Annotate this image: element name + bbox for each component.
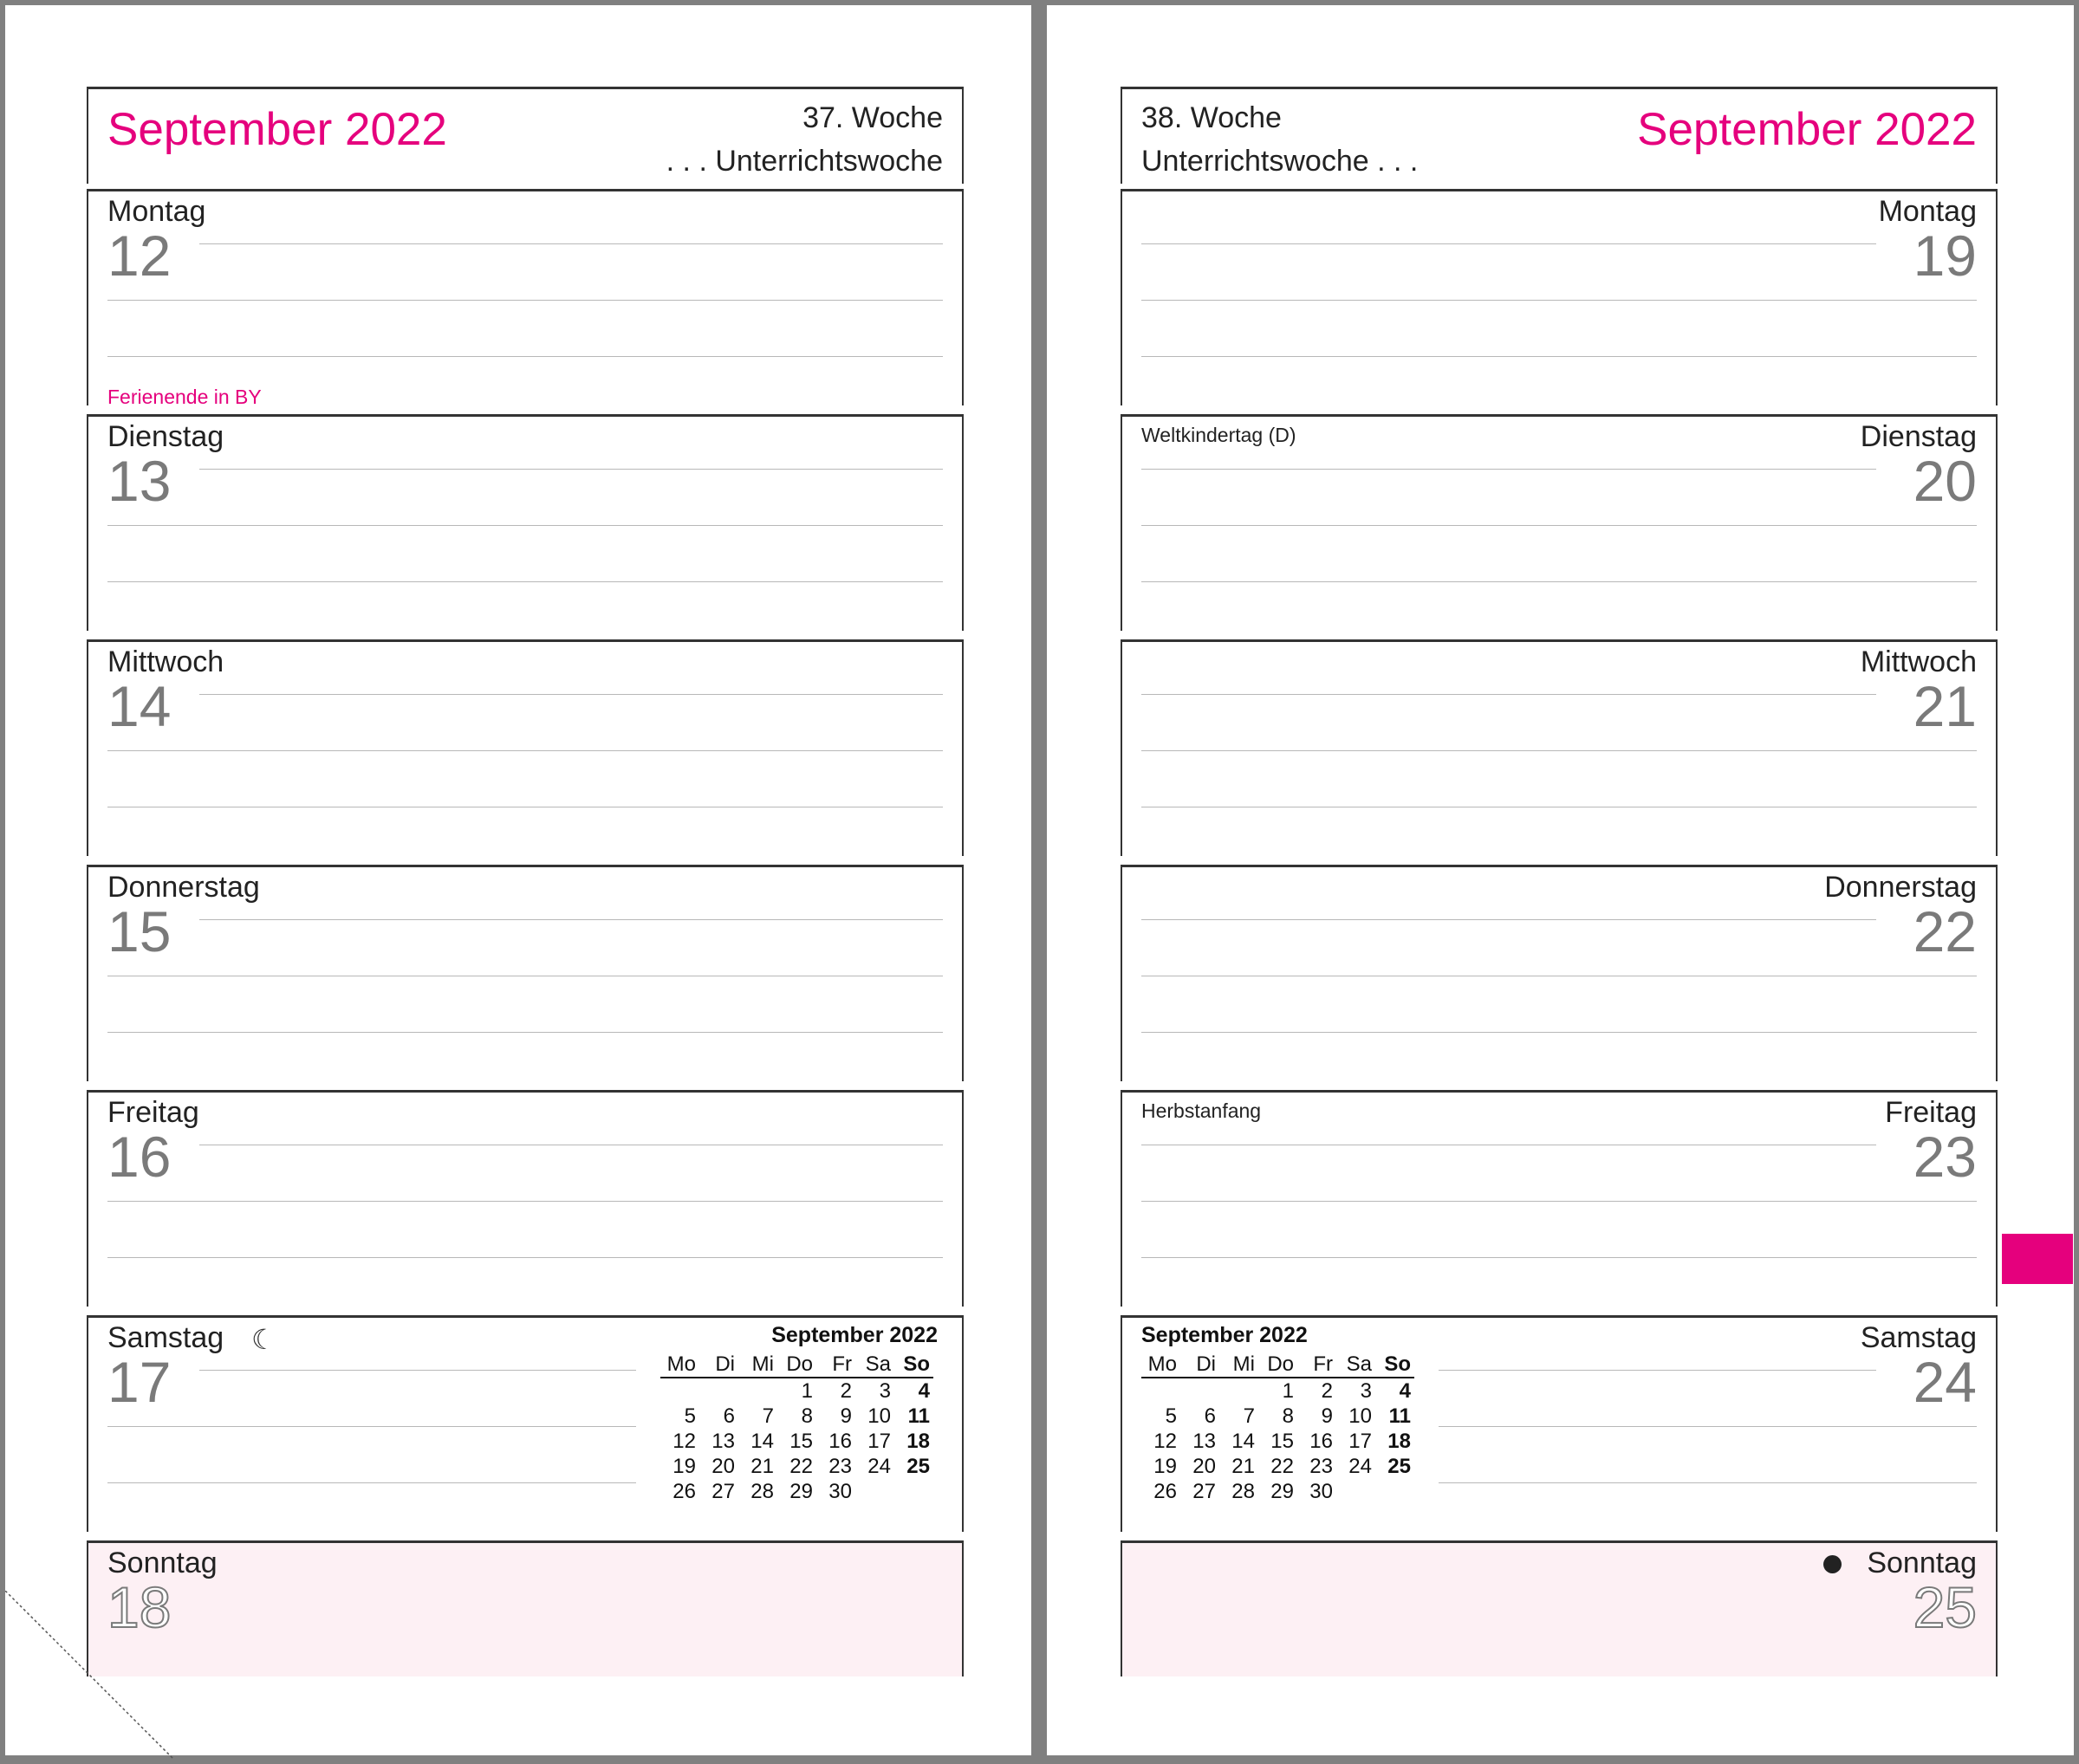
- mini-calendar-day: 27: [711, 1480, 735, 1503]
- mini-calendar-weekday: Sa: [855, 1352, 894, 1378]
- mini-calendar-day: 26: [672, 1480, 696, 1503]
- mini-calendar-day: 28: [1231, 1480, 1255, 1503]
- writing-line: [1141, 1201, 1977, 1202]
- mini-calendar-weekday: Mi: [738, 1352, 777, 1378]
- mini-calendar-day: 10: [867, 1404, 891, 1428]
- day-number: 18: [107, 1575, 172, 1639]
- mini-calendar-day: 19: [672, 1455, 696, 1478]
- mini-calendar-day: 11: [907, 1404, 930, 1428]
- writing-line: [107, 1257, 943, 1258]
- day-box-sonntag[interactable]: [87, 1540, 964, 1676]
- mini-calendar-weekday: Sa: [1336, 1352, 1375, 1378]
- mini-calendar-day: 17: [1348, 1430, 1372, 1453]
- mini-calendar-day: 23: [828, 1455, 852, 1478]
- writing-line: [1141, 919, 1876, 920]
- mini-calendar-day: 17: [867, 1430, 891, 1453]
- week-number: 37. Woche: [802, 101, 943, 134]
- writing-line: [199, 919, 943, 920]
- mini-calendar-day: 10: [1348, 1404, 1372, 1428]
- school-week-label: . . . Unterrichtswoche: [666, 145, 943, 178]
- holiday-note: Ferienende in BY: [107, 386, 262, 408]
- mini-calendar-day: 16: [1309, 1430, 1333, 1453]
- mini-calendar-weekday: Fr: [1297, 1352, 1336, 1378]
- day-number: 14: [107, 674, 172, 738]
- day-number: 23: [1913, 1125, 1977, 1189]
- mini-calendar-day: 3: [879, 1379, 891, 1403]
- mini-calendar-day: 2: [1321, 1379, 1333, 1403]
- writing-line: [107, 1482, 636, 1483]
- day-number: 20: [1913, 449, 1977, 513]
- week-number: 38. Woche: [1141, 101, 1282, 134]
- writing-line: [1141, 694, 1876, 695]
- writing-line: [107, 356, 943, 357]
- mini-calendar-day: 15: [789, 1430, 813, 1453]
- day-name: Donnerstag: [1824, 871, 1977, 904]
- day-name: Montag: [1878, 195, 1977, 228]
- mini-calendar-day: 14: [1231, 1430, 1255, 1453]
- day-box-samstag[interactable]: [1121, 1315, 1998, 1532]
- day-box-mittwoch[interactable]: [87, 639, 964, 856]
- writing-line: [107, 525, 943, 526]
- day-name: Sonntag: [107, 1547, 218, 1579]
- mini-calendar-day: 8: [801, 1404, 813, 1428]
- day-name: Freitag: [107, 1096, 199, 1129]
- mini-calendar-day: 30: [828, 1480, 852, 1503]
- writing-line: [107, 581, 943, 582]
- mini-calendar-weekday: Mo: [660, 1352, 699, 1378]
- writing-line: [199, 694, 943, 695]
- writing-line: [107, 1426, 636, 1427]
- writing-line: [1141, 1032, 1977, 1033]
- writing-line: [107, 750, 943, 751]
- day-number: 17: [107, 1350, 172, 1414]
- day-box-sonntag[interactable]: [1121, 1540, 1998, 1676]
- day-box-donnerstag[interactable]: [1121, 865, 1998, 1081]
- writing-line: [1439, 1370, 1876, 1371]
- mini-calendar-day: 20: [1192, 1455, 1216, 1478]
- day-number: 19: [1913, 224, 1977, 288]
- holiday-note: Weltkindertag (D): [1141, 424, 1296, 446]
- mini-calendar-day: 5: [684, 1404, 696, 1428]
- mini-calendar-day: 3: [1360, 1379, 1372, 1403]
- mini-calendar-day: 22: [1270, 1455, 1294, 1478]
- mini-calendar-day: 24: [867, 1455, 891, 1478]
- day-name: Dienstag: [107, 420, 224, 453]
- mini-calendar-day: 16: [828, 1430, 852, 1453]
- day-box-mittwoch[interactable]: [1121, 639, 1998, 856]
- day-name: Samstag: [107, 1321, 224, 1354]
- mini-calendar-day: 24: [1348, 1455, 1372, 1478]
- writing-line: [1141, 581, 1977, 582]
- day-box-dienstag[interactable]: [87, 414, 964, 631]
- mini-calendar-weekday: Mo: [1141, 1352, 1180, 1378]
- mini-calendar-day: [1375, 1479, 1414, 1504]
- day-number: 16: [107, 1125, 172, 1189]
- day-number: 24: [1913, 1350, 1977, 1414]
- writing-line: [1439, 1426, 1977, 1427]
- mini-calendar-day: 26: [1153, 1480, 1177, 1503]
- day-name: Mittwoch: [1860, 645, 1977, 678]
- mini-calendar-weekday: Mi: [1219, 1352, 1258, 1378]
- day-box-freitag[interactable]: [87, 1090, 964, 1307]
- school-week-label: Unterrichtswoche . . .: [1141, 145, 1419, 178]
- mini-calendar-weekday: Fr: [816, 1352, 855, 1378]
- day-name: Donnerstag: [107, 871, 260, 904]
- week-header-left: [87, 87, 964, 184]
- day-name: Dienstag: [1860, 420, 1977, 453]
- mini-calendar-day: 28: [750, 1480, 774, 1503]
- mini-calendar-weekday: Do: [777, 1352, 816, 1378]
- mini-calendar-weekday: Do: [1258, 1352, 1297, 1378]
- mini-calendar-day: 13: [711, 1430, 735, 1453]
- mini-calendar-day: 25: [906, 1455, 930, 1478]
- mini-calendar-day: 9: [1321, 1404, 1333, 1428]
- writing-line: [107, 1032, 943, 1033]
- mini-calendar-day: 18: [906, 1430, 930, 1453]
- mini-calendar-day: [1219, 1378, 1258, 1404]
- day-name: Mittwoch: [107, 645, 224, 678]
- mini-calendar-day: [894, 1479, 933, 1504]
- day-name: Freitag: [1885, 1096, 1977, 1129]
- writing-line: [1141, 300, 1977, 301]
- mini-calendar-day: 4: [1399, 1379, 1411, 1403]
- day-box-dienstag[interactable]: [1121, 414, 1998, 631]
- mini-calendar-day: 12: [1153, 1430, 1177, 1453]
- mini-calendar-day: 13: [1192, 1430, 1216, 1453]
- month-tab-marker[interactable]: [2002, 1234, 2073, 1284]
- day-box-samstag[interactable]: [87, 1315, 964, 1532]
- mini-calendar-day: 14: [750, 1430, 774, 1453]
- mini-calendar-day: 20: [711, 1455, 735, 1478]
- mini-calendar-day: [660, 1378, 699, 1404]
- mini-calendar-day: 30: [1309, 1480, 1333, 1503]
- mini-calendar-day: 27: [1192, 1480, 1216, 1503]
- mini-calendar-day: 2: [840, 1379, 852, 1403]
- mini-calendar-day: 12: [672, 1430, 696, 1453]
- left-page: [5, 5, 1031, 1755]
- mini-calendar-day: 5: [1165, 1404, 1177, 1428]
- writing-line: [107, 1201, 943, 1202]
- holiday-note: Herbstanfang: [1141, 1099, 1262, 1122]
- mini-calendar-day: 1: [1282, 1379, 1294, 1403]
- mini-calendar-day: 8: [1282, 1404, 1294, 1428]
- day-name: Montag: [107, 195, 206, 228]
- mini-calendar-day: 25: [1387, 1455, 1411, 1478]
- mini-calendar-day: 18: [1387, 1430, 1411, 1453]
- writing-line: [1141, 469, 1876, 470]
- corner-fold-line: [5, 1591, 179, 1764]
- mini-calendar-weekday: So: [1375, 1352, 1414, 1378]
- mini-calendar-day: 29: [789, 1480, 813, 1503]
- writing-line: [1141, 243, 1876, 244]
- mini-calendar-day: 19: [1153, 1455, 1177, 1478]
- day-name: Sonntag: [1867, 1547, 1977, 1579]
- mini-calendar-day: 1: [801, 1379, 813, 1403]
- day-box-montag[interactable]: [87, 189, 964, 408]
- day-number: 15: [107, 899, 172, 963]
- mini-calendar-day: 21: [750, 1455, 774, 1478]
- day-box-freitag[interactable]: [1121, 1090, 1998, 1307]
- right-page: [1047, 5, 2074, 1755]
- mini-calendar: [660, 1323, 938, 1504]
- writing-line: [199, 469, 943, 470]
- mini-calendar-weekday: So: [894, 1352, 933, 1378]
- day-number: 12: [107, 224, 172, 288]
- day-number: 21: [1913, 674, 1977, 738]
- mini-calendar-day: 4: [918, 1379, 930, 1403]
- mini-calendar-day: [1141, 1378, 1180, 1404]
- mini-calendar-day: 29: [1270, 1480, 1294, 1503]
- writing-line: [199, 243, 943, 244]
- writing-line: [1141, 356, 1977, 357]
- mini-calendar-day: [855, 1479, 894, 1504]
- day-number: 22: [1913, 899, 1977, 963]
- writing-line: [107, 300, 943, 301]
- writing-line: [1439, 1482, 1977, 1483]
- week-header-right: [1121, 87, 1998, 184]
- writing-line: [1141, 750, 1977, 751]
- mini-calendar-day: 21: [1231, 1455, 1255, 1478]
- day-number: 25: [1913, 1575, 1977, 1639]
- full-moon-icon: [1823, 1555, 1842, 1573]
- mini-calendar-day: 7: [762, 1404, 774, 1428]
- day-name: Samstag: [1860, 1321, 1977, 1354]
- mini-calendar-day: 11: [1388, 1404, 1411, 1428]
- writing-line: [1141, 1257, 1977, 1258]
- day-number: 13: [107, 449, 172, 513]
- mini-calendar-day: 6: [723, 1404, 735, 1428]
- mini-calendar: [1141, 1323, 1419, 1504]
- writing-line: [199, 1370, 636, 1371]
- mini-calendar-day: 23: [1309, 1455, 1333, 1478]
- day-box-montag[interactable]: [1121, 189, 1998, 405]
- mini-calendar-day: 9: [840, 1404, 852, 1428]
- day-box-donnerstag[interactable]: [87, 865, 964, 1081]
- mini-calendar-day: 7: [1243, 1404, 1255, 1428]
- writing-line: [1141, 525, 1977, 526]
- mini-calendar-weekday: Di: [699, 1352, 738, 1378]
- month-title: September 2022: [107, 104, 447, 155]
- mini-calendar-day: [1336, 1479, 1375, 1504]
- moon-phase-icon: ☾: [251, 1324, 276, 1355]
- mini-calendar-day: 6: [1204, 1404, 1216, 1428]
- mini-calendar-title: September 2022: [1141, 1323, 1308, 1347]
- mini-calendar-day: 22: [789, 1455, 813, 1478]
- mini-calendar-day: [738, 1378, 777, 1404]
- mini-calendar-day: 15: [1270, 1430, 1294, 1453]
- mini-calendar-weekday: Di: [1180, 1352, 1219, 1378]
- mini-calendar-day: [699, 1378, 738, 1404]
- mini-calendar-day: [1180, 1378, 1219, 1404]
- month-title: September 2022: [1637, 104, 1977, 155]
- mini-calendar-title: September 2022: [771, 1323, 938, 1347]
